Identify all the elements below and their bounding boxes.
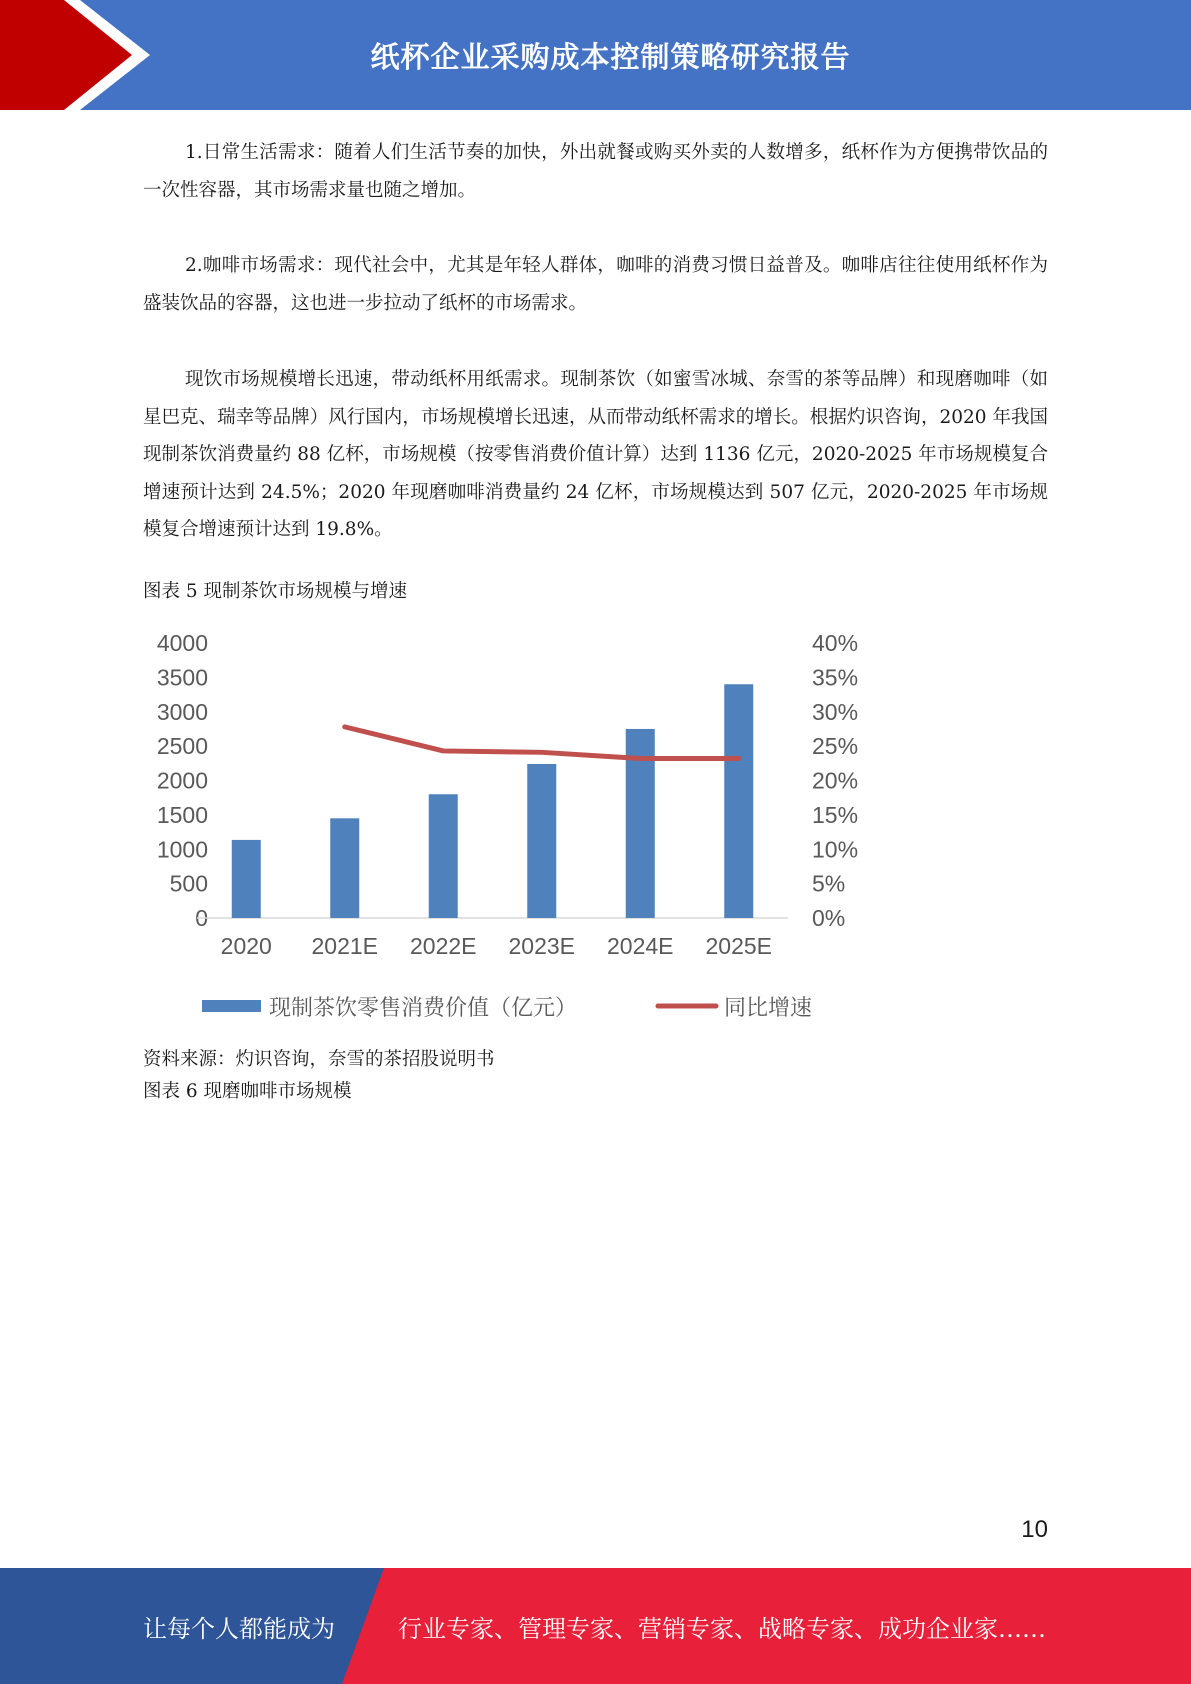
x-axis-tick-label: 2020 [220, 933, 272, 959]
tea-market-chart [140, 622, 890, 1022]
y2-axis-tick-label: 5% [812, 870, 846, 897]
y2-axis-tick-label: 15% [812, 801, 859, 828]
paragraph-market-growth: 现饮市场规模增长迅速，带动纸杯用纸需求。现制茶饮（如蜜雪冰城、奈雪的茶等品牌）和现磨咖啡（如星巴克、瑞幸等品牌）风行国内，市场规模增长迅速，从而带动纸杯需求的增长。根据灼识咨询，2020 年我国现制茶饮消费量约 88 亿杯，市场规模（按零售消费价值计算）达到 1136 亿元，2020-2025 年市场规模复合增速预计达到 24.5%；2020 年现磨咖啡消费量约 24 亿杯，市场规模达到 507 亿元，2020-2025 年市场规模复合增速预计达到 19.8%。 [143, 369, 1048, 540]
bar [232, 840, 261, 918]
footer-slogan-right: 行业专家、管理专家、营销专家、战略专家、成功企业家…… [398, 1614, 1046, 1643]
report-title: 纸杯企业采购成本控制策略研究报告 [370, 39, 851, 74]
figure5-source: 资料来源：灼识咨询，奈雪的茶招股说明书 [143, 1049, 495, 1070]
x-axis-tick-label: 2022E [409, 933, 477, 959]
bar [330, 818, 359, 918]
x-axis-tick-label: 2025E [705, 933, 773, 959]
y2-axis-tick-label: 0% [812, 905, 846, 931]
y-axis-tick-label: 4000 [156, 630, 208, 656]
y-axis-tick-label: 1500 [156, 801, 208, 828]
footer-slogan-left: 让每个人都能成为 [143, 1614, 335, 1643]
x-axis-tick-label: 2021E [311, 933, 379, 959]
x-axis-tick-label: 2023E [508, 933, 576, 959]
y-axis-tick-label: 500 [169, 870, 208, 897]
y-axis-tick-label: 0 [195, 905, 208, 931]
legend-label-bar: 现制茶饮零售消费价值（亿元） [269, 995, 578, 1020]
y2-axis-tick-label: 10% [812, 836, 859, 863]
y2-axis-tick-label: 40% [812, 630, 859, 656]
y2-axis-tick-label: 25% [812, 733, 859, 760]
y2-axis-tick-label: 20% [812, 767, 859, 794]
growth-rate-line [345, 727, 739, 759]
y-axis-tick-label: 2500 [156, 733, 208, 760]
paragraph-coffee-demand: 2.咖啡市场需求：现代社会中，尤其是年轻人群体，咖啡的消费习惯日益普及。咖啡店往往使用纸杯作为盛装饮品的容器，这也进一步拉动了纸杯的市场需求。 [143, 255, 1048, 314]
x-axis-tick-label: 2024E [606, 933, 674, 959]
figure5-caption: 图表 5 现制茶饮市场规模与增速 [143, 581, 408, 602]
figure6-caption: 图表 6 现磨咖啡市场规模 [143, 1081, 352, 1102]
y-axis-tick-label: 3000 [156, 698, 208, 725]
bar [527, 764, 556, 918]
y2-axis-tick-label: 30% [812, 698, 859, 725]
legend-label-line: 同比增速 [724, 995, 813, 1020]
paragraph-daily-demand: 1.日常生活需求：随着人们生活节奏的加快，外出就餐或购买外卖的人数增多，纸杯作为方便携带饮品的一次性容器，其市场需求量也随之增加。 [143, 142, 1048, 201]
y2-axis-tick-label: 35% [812, 664, 859, 691]
bar [429, 794, 458, 918]
y-axis-tick-label: 2000 [156, 767, 208, 794]
page-number: 10 [1021, 1516, 1048, 1543]
y-axis-tick-label: 3500 [156, 664, 208, 691]
page-header [0, 0, 1191, 110]
bar [724, 684, 753, 918]
page-footer [0, 1568, 1191, 1684]
y-axis-tick-label: 1000 [156, 836, 208, 863]
legend-swatch-bar [202, 1000, 261, 1012]
